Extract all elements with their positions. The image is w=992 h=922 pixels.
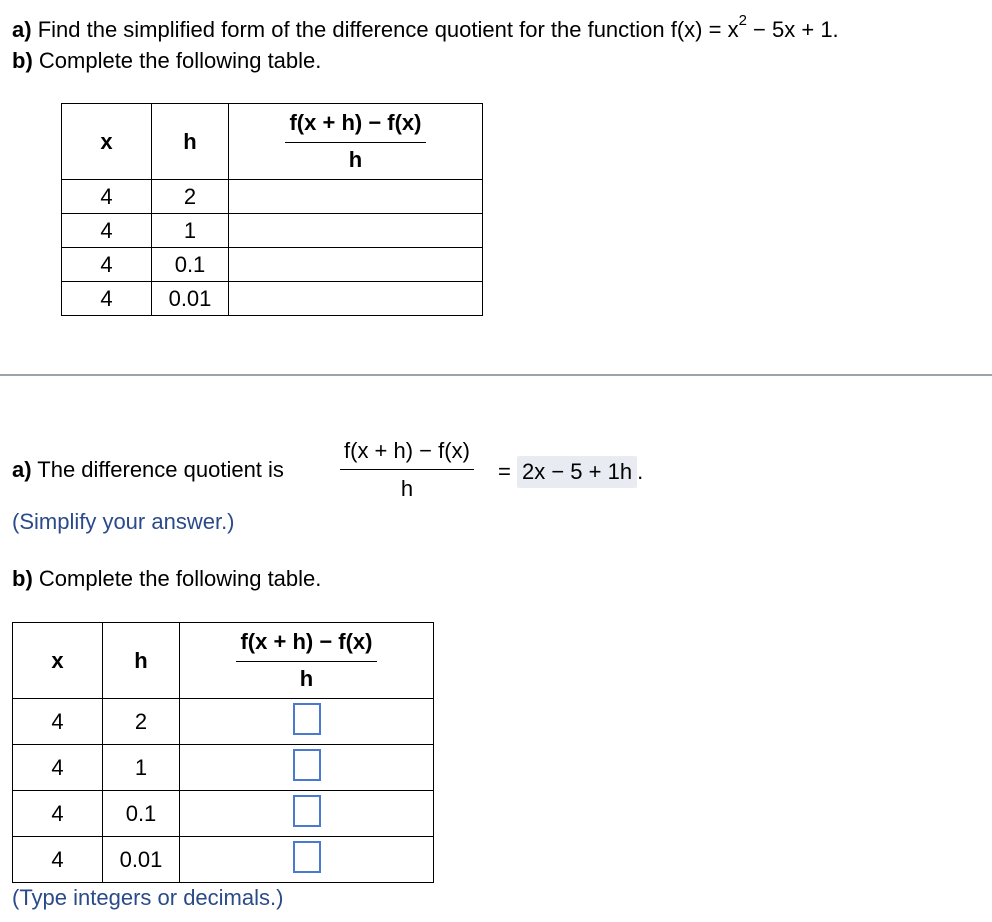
table-row [62,248,483,282]
header-dq-denominator: h [299,666,314,691]
cell-x: 4 [13,837,103,883]
answer-input-row-1[interactable] [293,703,321,735]
answer-table [12,622,434,883]
exponent: 2 [738,12,747,29]
cell-value [180,699,434,745]
cell-value [180,745,434,791]
answer-part-b-text: Complete the following table. [38,566,322,591]
cell-x: 4 [62,214,152,248]
type-hint: (Type integers or decimals.) [12,885,284,910]
cell-value [229,180,483,214]
cell-h: 1 [152,214,229,248]
cell-x: 4 [62,248,152,282]
cell-h: 0.01 [103,837,180,883]
dq-numerator: f(x + h) − f(x) [340,438,474,470]
cell-h: 2 [152,180,229,214]
question-part-a [12,12,839,44]
question-part-b-text: Complete the following table. [38,48,322,73]
question-part-b [12,47,321,75]
cell-value [180,837,434,883]
answer-part-a [12,456,284,484]
question-part-a-label: a) [12,17,32,42]
header-x: x [13,623,103,699]
section-divider [0,374,992,376]
answer-input-row-2[interactable] [293,749,321,781]
cell-h: 0.1 [103,791,180,837]
equals-sign: = [498,459,511,484]
answer-part-b [12,565,321,593]
header-x: x [62,104,152,180]
answer-part-b-label: b) [12,566,33,591]
difference-quotient-fraction [340,438,474,502]
header-h: h [103,623,180,699]
answer-input-row-3[interactable] [293,795,321,827]
answer-part-a-label: a) [12,457,32,482]
table-row [13,745,434,791]
simplify-hint: (Simplify your answer.) [12,509,235,534]
question-part-b-label: b) [12,48,33,73]
cell-x: 4 [13,745,103,791]
cell-value [229,214,483,248]
table-row [62,180,483,214]
header-difference-quotient [180,623,434,699]
cell-value [180,791,434,837]
table-row [62,282,483,316]
question-table [61,103,483,316]
header-difference-quotient [229,104,483,180]
cell-h: 0.01 [152,282,229,316]
difference-quotient-answer[interactable]: 2x − 5 + 1h [517,456,637,488]
cell-h: 0.1 [152,248,229,282]
answer-input-row-4[interactable] [293,841,321,873]
cell-value [229,248,483,282]
answer-equals-row [498,456,643,488]
table-row [62,214,483,248]
cell-x: 4 [13,791,103,837]
header-dq-numerator: f(x + h) − f(x) [285,110,425,143]
header-dq-denominator: h [348,147,363,172]
cell-h: 2 [103,699,180,745]
question-part-a-text: Find the simplified form of the difference quotient for the function f(x) = x [37,17,739,42]
cell-x: 4 [13,699,103,745]
table-row [13,837,434,883]
cell-x: 4 [62,180,152,214]
answer-part-a-text: The difference quotient is [37,457,284,482]
question-part-a-text-end: − 5x + 1. [746,17,839,42]
answer-period: . [637,459,644,484]
cell-h: 1 [103,745,180,791]
cell-x: 4 [62,282,152,316]
dq-denominator: h [400,476,414,501]
table-row [13,699,434,745]
cell-value [229,282,483,316]
header-h: h [152,104,229,180]
table-row [13,791,434,837]
header-dq-numerator: f(x + h) − f(x) [236,629,376,662]
